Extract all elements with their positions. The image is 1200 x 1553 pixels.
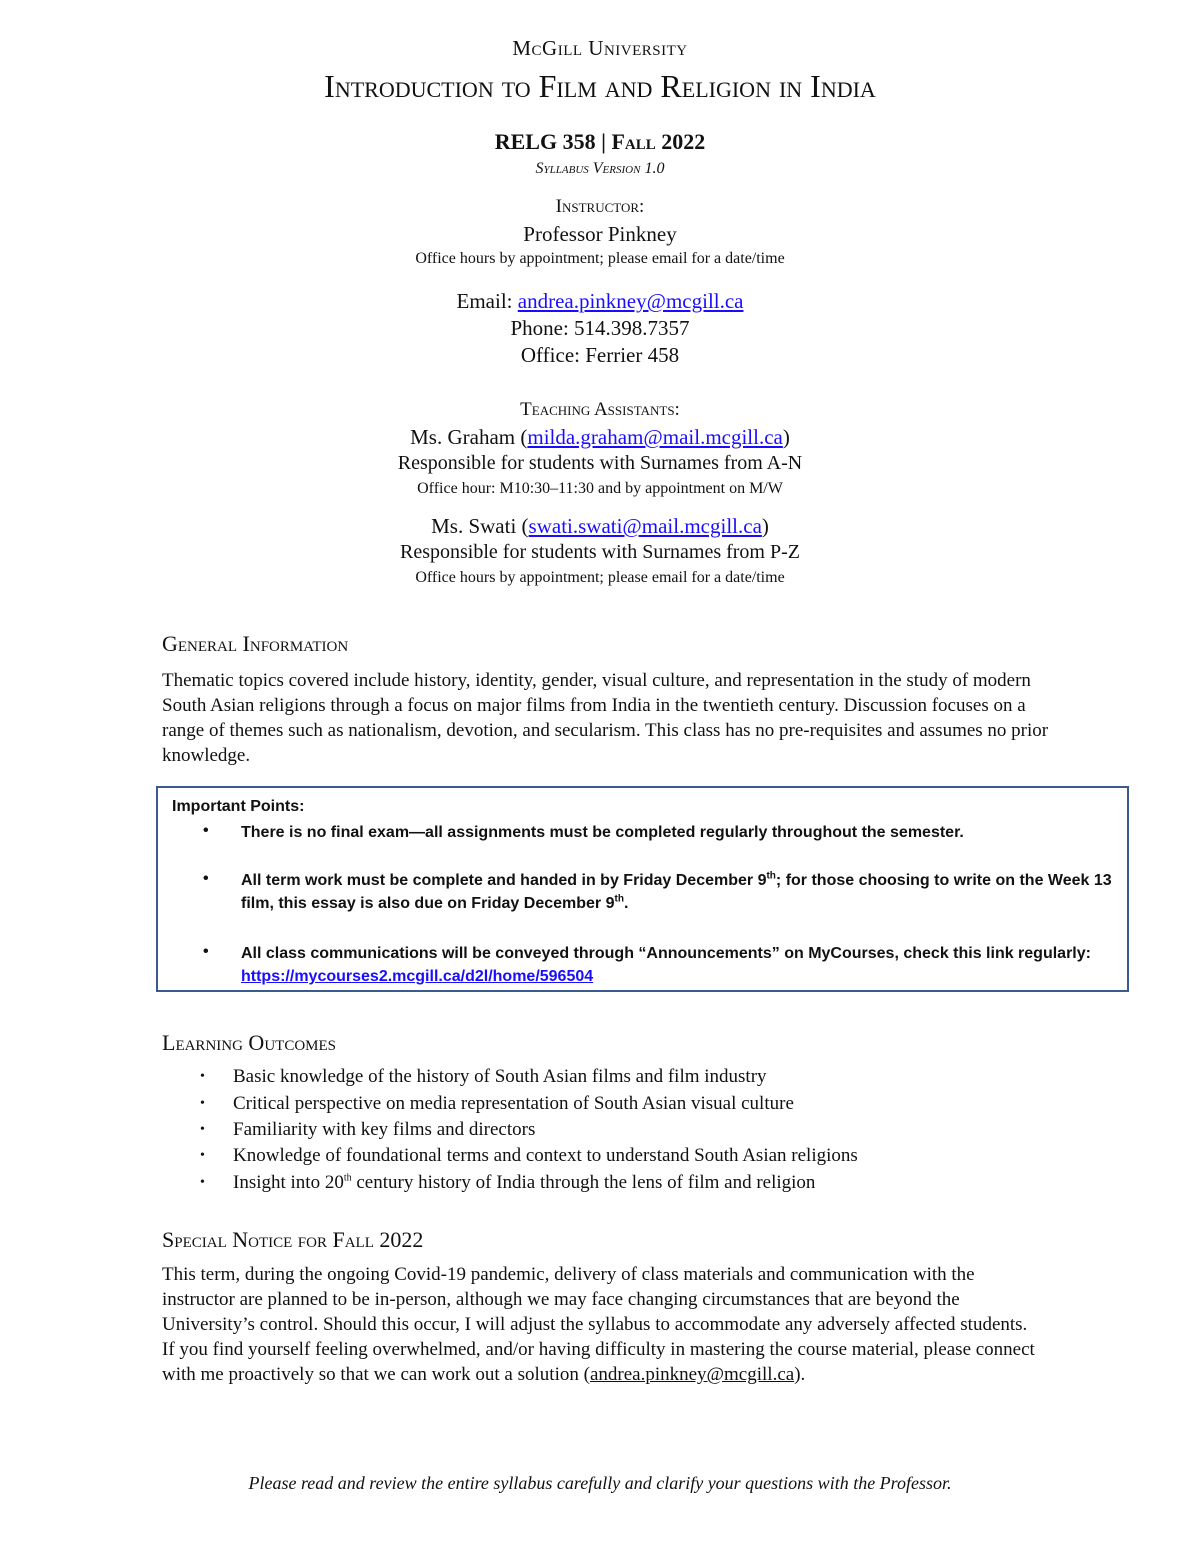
ta-graham-line: Ms. Graham (milda.graham@mail.mcgill.ca)	[410, 425, 790, 449]
bullet-icon: •	[203, 943, 209, 960]
learning-outcome-item: Knowledge of foundational terms and context to understand South Asian religions	[233, 1145, 858, 1166]
special-notice-body	[162, 1262, 1042, 1387]
ta-graham-responsibility: Responsible for students with Surnames from A-N	[397, 452, 803, 474]
instructor-phone: Phone: 514.398.7357	[510, 316, 690, 340]
general-information-heading: General Information	[162, 631, 349, 656]
special-notice-heading: Special Notice for Fall 2022	[162, 1227, 424, 1252]
notice-text-close: ).	[794, 1364, 806, 1385]
bullet-icon: •	[200, 1096, 205, 1111]
point-text: .	[623, 895, 629, 912]
instructor-email-link[interactable]: andrea.pinkney@mcgill.ca	[517, 289, 744, 313]
outcome-text: Insight into 20	[233, 1172, 344, 1193]
point-text: ; for those choosing to write on the Week 13 film, this essay is also due on Friday December 9	[241, 872, 1112, 912]
course-term: Fall 2022	[611, 129, 706, 154]
ordinal-suffix: th	[614, 893, 624, 905]
ordinal-suffix: th	[343, 1172, 352, 1184]
learning-outcome-item: Familiarity with key films and directors	[233, 1119, 536, 1140]
ta-name: Ms. Swati	[431, 514, 517, 538]
ta-heading: Teaching Assistants:	[520, 399, 680, 420]
learning-outcome-item: Basic knowledge of the history of South Asian films and film industry	[233, 1066, 767, 1087]
learning-outcomes-heading: Learning Outcomes	[162, 1030, 336, 1055]
ordinal-suffix: th	[766, 870, 776, 882]
mycourses-link[interactable]: https://mycourses2.mcgill.ca/d2l/home/596504	[241, 968, 594, 985]
bullet-icon: •	[203, 870, 209, 887]
outcome-text: century history of India through the lens of film and religion	[351, 1172, 816, 1193]
instructor-office: Office: Ferrier 458	[520, 343, 680, 367]
ta-swati-email-link[interactable]: swati.swati@mail.mcgill.ca	[528, 514, 762, 538]
bullet-icon: •	[200, 1175, 205, 1190]
email-label: Email:	[456, 289, 513, 313]
bullet-icon: •	[200, 1148, 205, 1163]
bullet-icon: •	[203, 822, 209, 839]
point-text: All term work must be complete and handed in by Friday December 9	[241, 872, 767, 889]
important-point-item: There is no final exam—all assignments must be completed regularly throughout the semester.	[241, 824, 964, 841]
instructor-name: Professor Pinkney	[523, 222, 677, 246]
ta-swati-line: Ms. Swati (swati.swati@mail.mcgill.ca)	[431, 514, 769, 538]
important-point-item	[241, 942, 1121, 988]
course-title: Introduction to Film and Religion in India	[324, 68, 876, 104]
separator: |	[601, 129, 606, 154]
bullet-icon: •	[200, 1069, 205, 1084]
course-code-term	[0, 129, 1200, 155]
university-name: McGill University	[512, 36, 688, 60]
course-code: RELG 358	[494, 129, 596, 154]
important-points-title: Important Points:	[172, 798, 305, 815]
learning-outcome-item	[233, 1172, 815, 1194]
instructor-office-hours: Office hours by appointment; please email for a date/time	[415, 250, 785, 267]
point-text: All class communications will be conveyed through “Announcements” on MyCourses, check this link regularly:	[241, 945, 1091, 962]
learning-outcome-item: Critical perspective on media representation of South Asian visual culture	[233, 1093, 794, 1114]
general-information-body: Thematic topics covered include history, identity, gender, visual culture, and representation in the study of modern South Asian religions through a focus on major films from India in the twentieth century. Discussion focuses on a range of themes such as nationalism, devotion, and secularism. This class has no pre-requisites and assumes no prior knowledge.	[162, 670, 1049, 766]
closing-note: Please read and review the entire syllabus carefully and clarify your questions with the Professor.	[248, 1473, 952, 1493]
important-point-item	[241, 869, 1121, 915]
notice-text: This term, during the ongoing Covid-19 pandemic, delivery of class materials and communication with the instructor are planned to be in-person, although we may face changing circumstances that are beyond the University’s control. Should this occur, I will adjust the syllabus to accommodate any adversely affected students. If you find yourself feeling overwhelmed, and/or having difficulty in mastering the course material, please connect with me proactively so that we can work out a solution (	[162, 1264, 1035, 1385]
bullet-icon: •	[200, 1122, 205, 1137]
ta-name: Ms. Graham	[410, 425, 516, 449]
ta-graham-email-link[interactable]: milda.graham@mail.mcgill.ca	[527, 425, 783, 449]
instructor-email-line	[0, 289, 1200, 314]
ta-swati-responsibility: Responsible for students with Surnames from P-Z	[400, 541, 800, 563]
syllabus-version: Syllabus Version 1.0	[535, 160, 665, 177]
notice-email-link[interactable]: andrea.pinkney@mcgill.ca	[589, 1364, 795, 1385]
instructor-heading: Instructor:	[555, 196, 645, 217]
ta-swati-hours: Office hours by appointment; please email for a date/time	[415, 569, 785, 586]
ta-graham-hours: Office hour: M10:30–11:30 and by appointment on M/W	[417, 480, 783, 497]
